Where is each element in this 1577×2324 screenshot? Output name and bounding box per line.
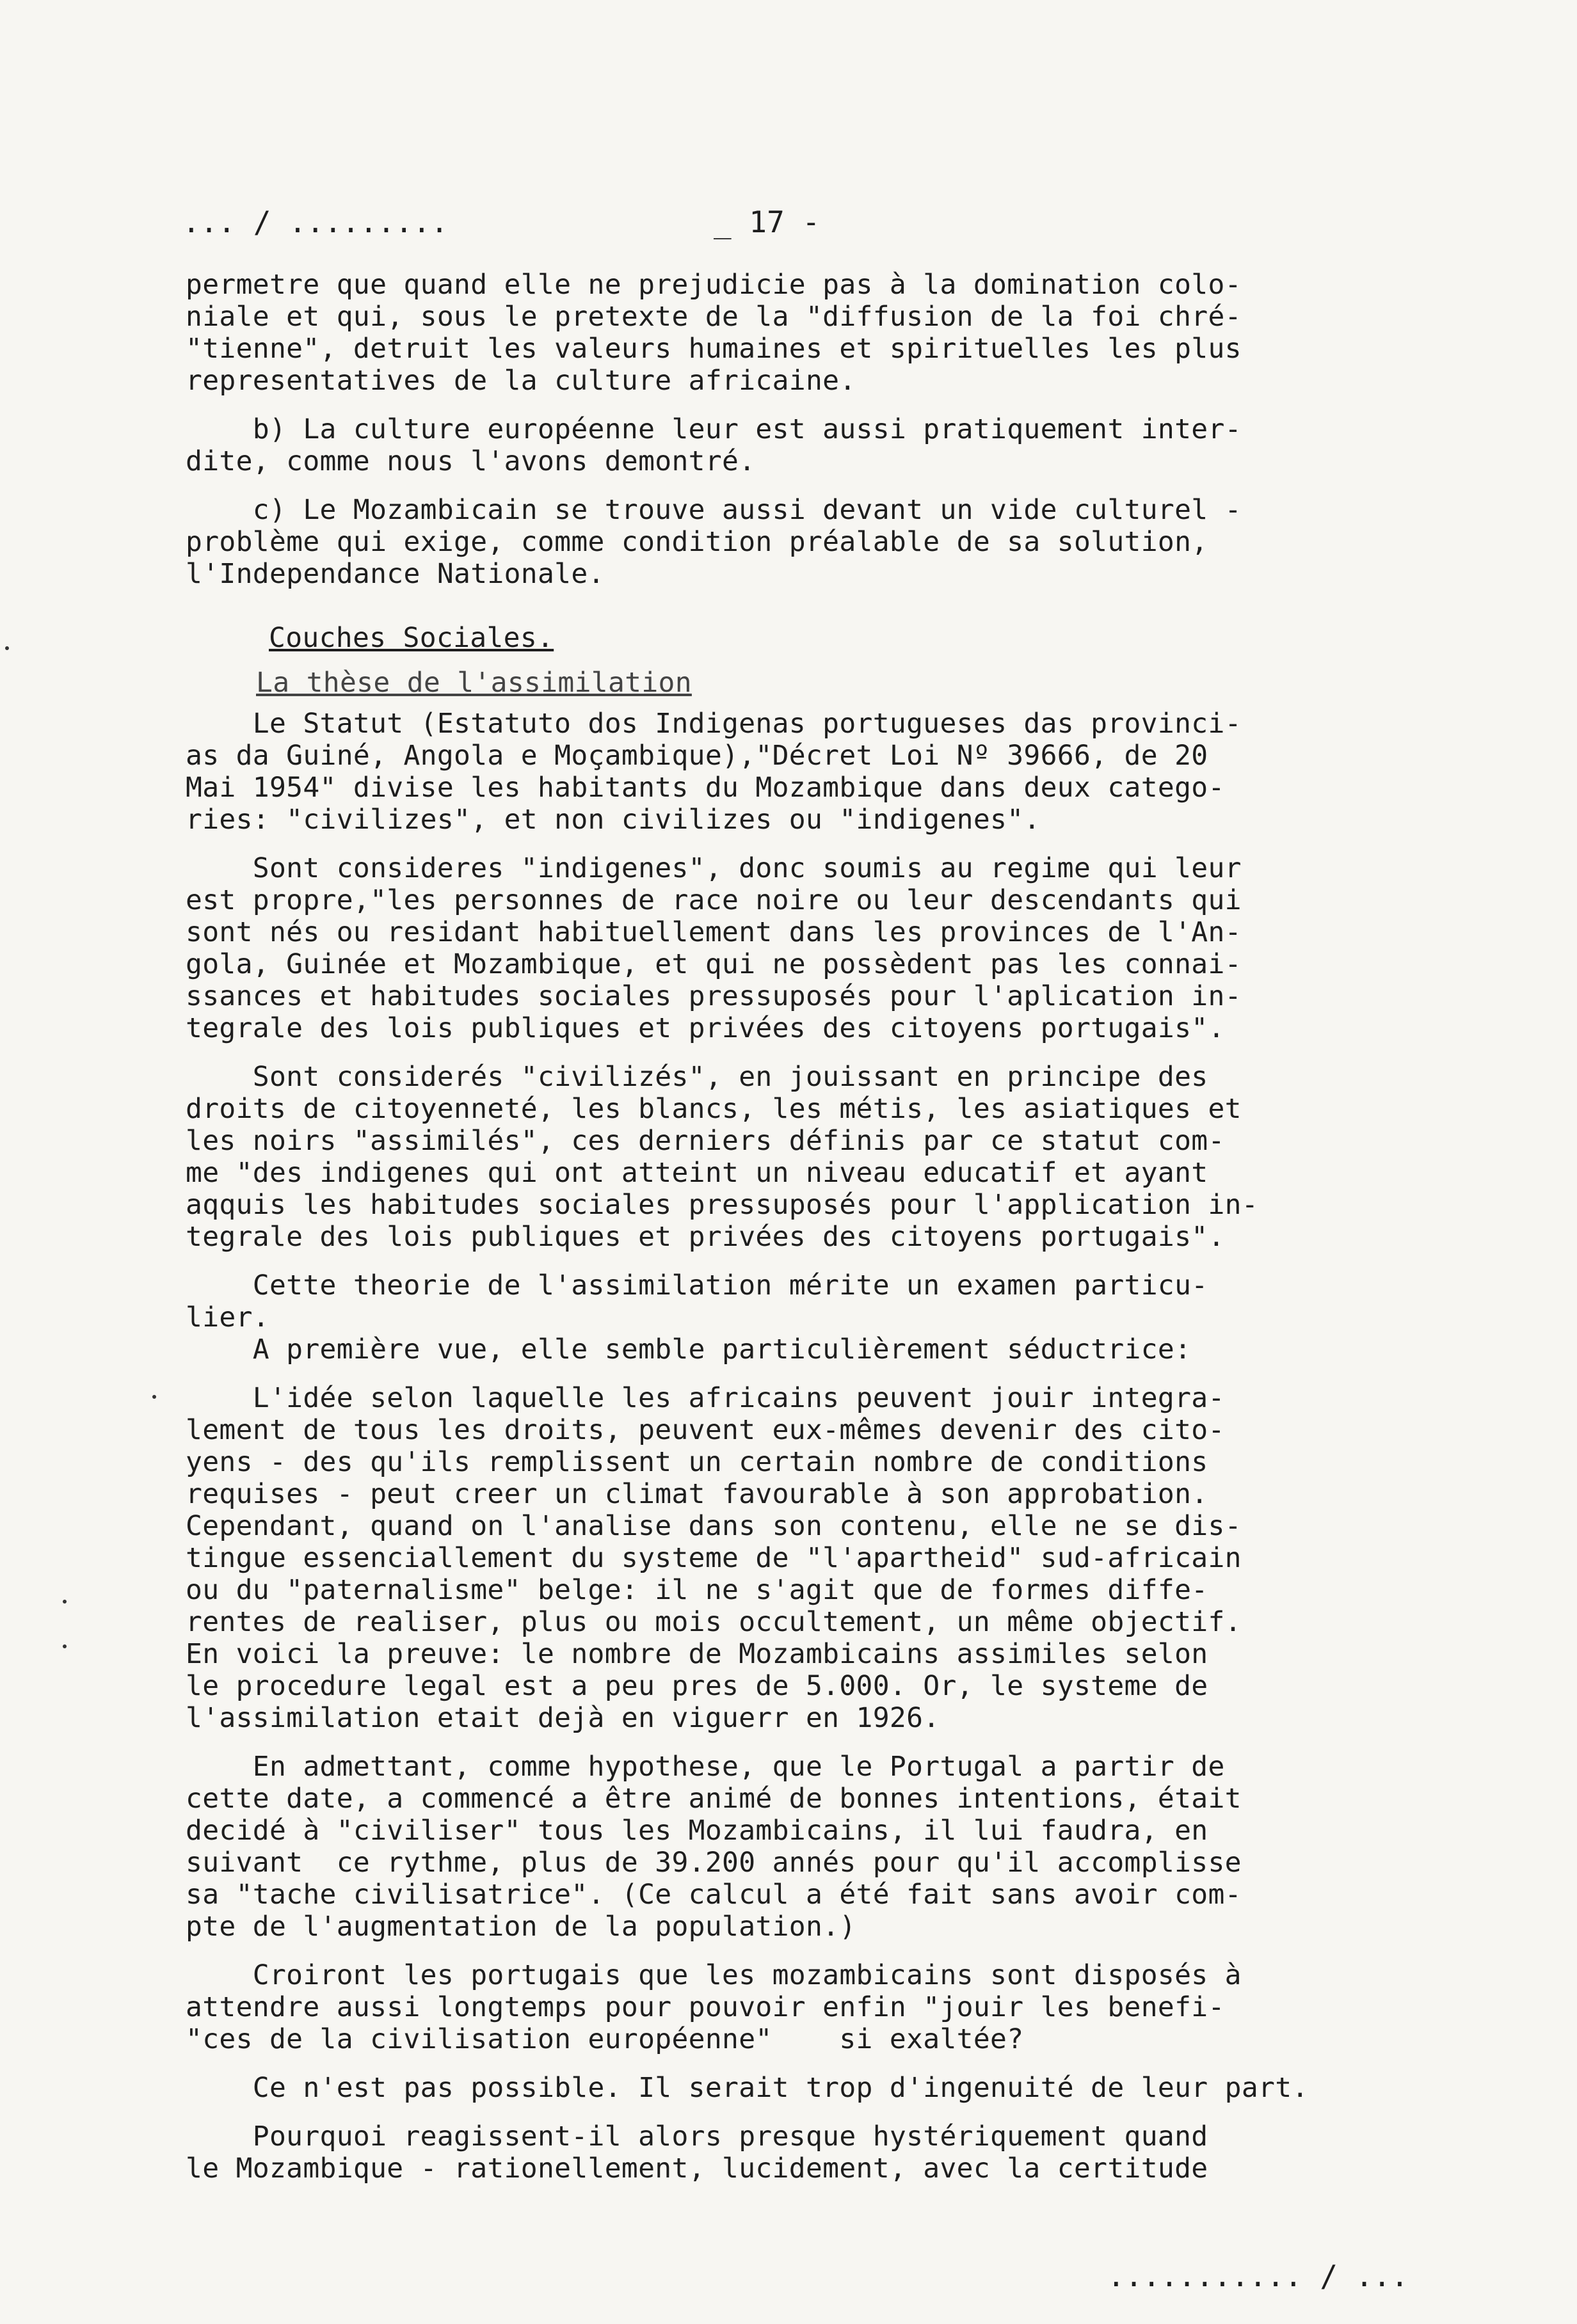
- text-line: gola, Guinée et Mozambique, et qui ne possèdent pas les connai-: [186, 948, 1242, 980]
- paragraph: [186, 269, 1453, 397]
- text-line: L'idée selon laquelle les africains peuvent jouir integra-: [186, 1382, 1225, 1414]
- page-header: [182, 205, 1398, 243]
- paragraph: [186, 413, 1453, 477]
- text-line: me "des indigenes qui ont atteint un niveau educatif et ayant: [186, 1157, 1208, 1189]
- section-heading: Couches Sociales.: [269, 622, 554, 654]
- text-line: En admettant, comme hypothese, que le Portugal a partir de: [186, 1751, 1225, 1783]
- paragraph: [186, 1061, 1453, 1253]
- text-line: l'Independance Nationale.: [186, 558, 605, 590]
- text-line: aqquis les habitudes sociales pressuposés pour l'application in-: [186, 1189, 1259, 1221]
- text-line: sa "tache civilisatrice". (Ce calcul a été fait sans avoir com-: [186, 1879, 1242, 1911]
- text-line: ou du "paternalisme" belge: il ne s'agit que de formes diffe-: [186, 1574, 1208, 1606]
- text-line: Sont considerés "civilizés", en jouissant en principe des: [186, 1061, 1208, 1093]
- text-line: problème qui exige, comme condition préalable de sa solution,: [186, 526, 1208, 558]
- document-body: [186, 269, 1453, 2201]
- text-line: tingue essenciallement du systeme de "l'apartheid" sud-africain: [186, 1542, 1242, 1574]
- margin-dot: [63, 1600, 67, 1604]
- page-footer: ........... / ...: [1107, 2259, 1409, 2293]
- paragraph: [186, 2121, 1453, 2185]
- text-line: A première vue, elle semble particulièrement séductrice:: [186, 1333, 1192, 1365]
- text-line: lement de tous les droits, peuvent eux-mêmes devenir des cito-: [186, 1414, 1225, 1446]
- continuation-mark: ... / .........: [182, 205, 449, 239]
- text-line: dite, comme nous l'avons demontré.: [186, 445, 756, 477]
- text-line: tegrale des lois publiques et privées des citoyens portugais".: [186, 1221, 1225, 1253]
- paragraph: [186, 2072, 1453, 2104]
- paragraph: [186, 1382, 1453, 1734]
- text-line: c) Le Mozambicain se trouve aussi devant un vide culturel -: [186, 494, 1242, 526]
- text-line: Mai 1954" divise les habitants du Mozambique dans deux catego-: [186, 772, 1225, 804]
- text-line: lier.: [186, 1301, 269, 1333]
- text-line: permetre que quand elle ne prejudicie pas à la domination colo-: [186, 269, 1242, 301]
- text-line: Ce n'est pas possible. Il serait trop d'ingenuité de leur part.: [186, 2072, 1309, 2104]
- text-line: cette date, a commencé a être animé de bonnes intentions, était: [186, 1783, 1242, 1815]
- text-line: sont nés ou residant habituellement dans les provinces de l'An-: [186, 916, 1242, 948]
- text-line: requises - peut creer un climat favourable à son approbation.: [186, 1478, 1208, 1510]
- text-line: attendre aussi longtemps pour pouvoir enfin "jouir les benefi-: [186, 1991, 1225, 2023]
- paragraph: [186, 852, 1453, 1044]
- text-line: l'assimilation etait dejà en viguerr en 1926.: [186, 1702, 940, 1734]
- text-line: tegrale des lois publiques et privées des citoyens portugais".: [186, 1012, 1225, 1044]
- text-line: rentes de realiser, plus ou mois occultement, un même objectif.: [186, 1606, 1242, 1638]
- section-subheading: La thèse de l'assimilation: [256, 667, 692, 699]
- paragraph: [186, 1751, 1453, 1943]
- text-line: b) La culture européenne leur est aussi pratiquement inter-: [186, 413, 1242, 445]
- text-line: le procedure legal est a peu pres de 5.000. Or, le systeme de: [186, 1670, 1208, 1702]
- text-line: Sont consideres "indigenes", donc soumis au regime qui leur: [186, 852, 1242, 884]
- text-line: yens - des qu'ils remplissent un certain nombre de conditions: [186, 1446, 1208, 1478]
- margin-dot: [152, 1395, 156, 1399]
- text-line: Le Statut (Estatuto dos Indigenas portugueses das provinci-: [186, 708, 1242, 740]
- margin-dot: [63, 1644, 67, 1648]
- text-line: droits de citoyenneté, les blancs, les métis, les asiatiques et: [186, 1093, 1242, 1125]
- text-line: representatives de la culture africaine.: [186, 365, 856, 397]
- text-line: "ces de la civilisation européenne" si exaltée?: [186, 2023, 1024, 2055]
- paragraph: [186, 1959, 1453, 2055]
- text-line: decidé à "civiliser" tous les Mozambicains, il lui faudra, en: [186, 1815, 1208, 1847]
- text-line: Croiront les portugais que les mozambicains sont disposés à: [186, 1959, 1242, 1991]
- text-line: ries: "civilizes", et non civilizes ou "indigenes".: [186, 804, 1041, 836]
- text-line: le Mozambique - rationellement, lucidement, avec la certitude: [186, 2153, 1208, 2185]
- text-line: est propre,"les personnes de race noire ou leur descendants qui: [186, 884, 1242, 916]
- paragraph: [186, 708, 1453, 836]
- main-section: [186, 708, 1453, 2185]
- text-line: suivant ce rythme, plus de 39.200 annés pour qu'il accomplisse: [186, 1847, 1242, 1879]
- text-line: Pourquoi reagissent-il alors presque hystériquement quand: [186, 2121, 1208, 2153]
- text-line: les noirs "assimilés", ces derniers définis par ce statut com-: [186, 1125, 1225, 1157]
- text-line: "tienne", detruit les valeurs humaines et spirituelles les plus: [186, 333, 1242, 365]
- page-number: _ 17 -: [714, 205, 821, 239]
- text-line: En voici la preuve: le nombre de Mozambicains assimiles selon: [186, 1638, 1208, 1670]
- text-line: as da Guiné, Angola e Moçambique),"Décret Loi Nº 39666, de 20: [186, 740, 1208, 772]
- margin-dot: [5, 646, 9, 650]
- text-line: Cette theorie de l'assimilation mérite un examen particu-: [186, 1269, 1208, 1301]
- text-line: ssances et habitudes sociales pressuposés pour l'aplication in-: [186, 980, 1242, 1012]
- text-line: pte de l'augmentation de la population.): [186, 1911, 856, 1943]
- text-line: niale et qui, sous le pretexte de la "diffusion de la foi chré-: [186, 301, 1242, 333]
- intro-section: [186, 269, 1453, 590]
- text-line: Cependant, quand on l'analise dans son contenu, elle ne se dis-: [186, 1510, 1242, 1542]
- paragraph: [186, 494, 1453, 590]
- paragraph: [186, 1269, 1453, 1365]
